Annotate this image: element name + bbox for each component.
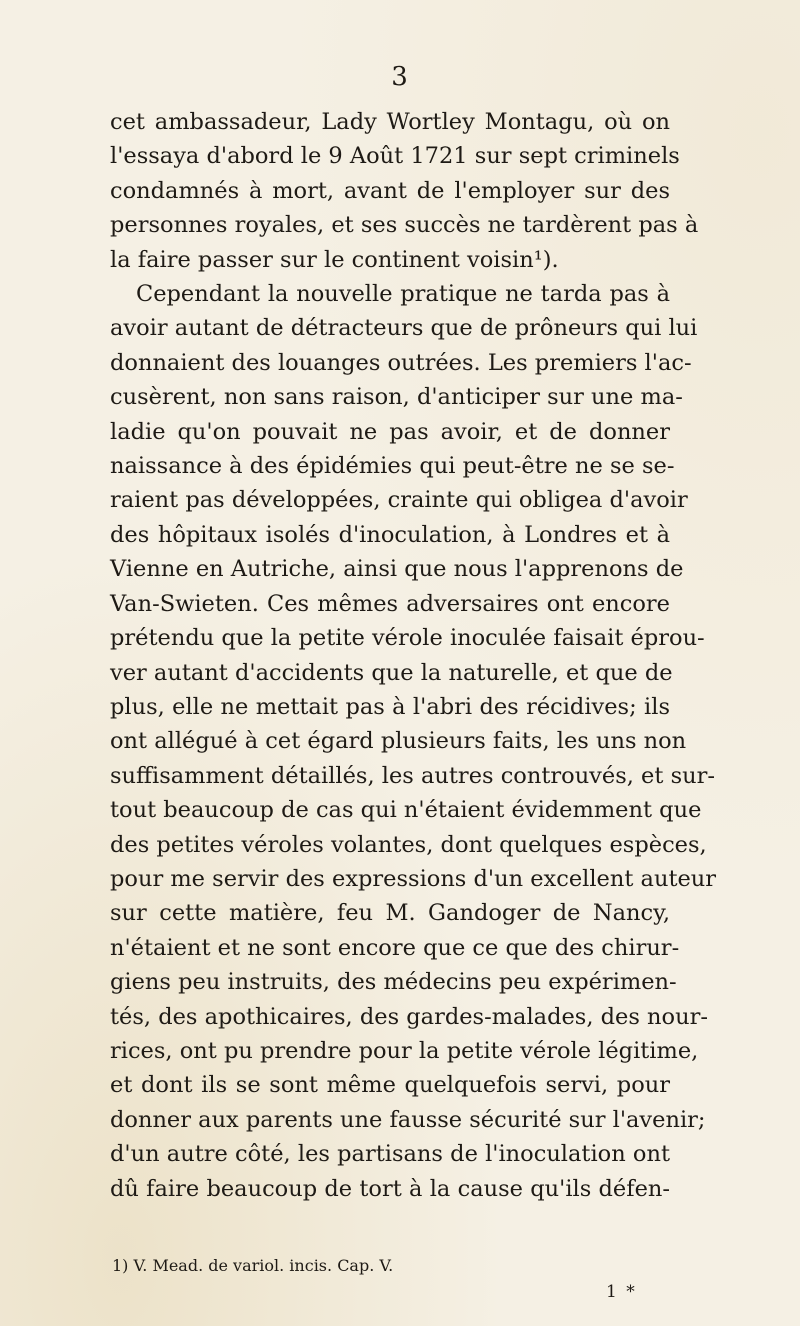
text-line: Vienne en Autriche, ainsi que nous l'apprenons de (110, 556, 684, 583)
text-line: suffisamment détaillés, les autres controuvés, et sur- (110, 762, 715, 789)
body-text (110, 105, 717, 1206)
text-line: sur cette matière, feu M. Gandoger de Nancy, (110, 900, 670, 927)
text-line: ver autant d'accidents que la naturelle, et que de (110, 659, 673, 686)
text-line: des petites véroles volantes, dont quelques espèces, (110, 831, 707, 858)
text-line: avoir autant de détracteurs que de prôneurs qui lui (110, 315, 698, 342)
text-line: n'étaient et ne sont encore que ce que des chirur- (110, 934, 680, 961)
text-line: plus, elle ne mettait pas à l'abri des récidives; ils (110, 693, 670, 720)
text-line: et dont ils se sont même quelquefois servi, pour (110, 1072, 670, 1099)
text-line: naissance à des épidémies qui peut-être ne se se- (110, 453, 675, 480)
text-line: raient pas développées, crainte qui obligea d'avoir (110, 487, 688, 514)
text-line: ont allégué à cet égard plusieurs faits, les uns non (110, 728, 687, 755)
text-line: prétendu que la petite vérole inoculée faisait éprou- (110, 625, 705, 652)
text-line: personnes royales, et ses succès ne tardèrent pas à (110, 212, 699, 239)
text-line: Van-Swieten. Ces mêmes adversaires ont encore (110, 590, 670, 617)
text-line: giens peu instruits, des médecins peu expérimen- (110, 969, 677, 996)
text-line: donner aux parents une fausse sécurité sur l'avenir; (110, 1106, 706, 1133)
text-line: tés, des apothicaires, des gardes-malades, des nour- (110, 1003, 708, 1030)
text-line: la faire passer sur le continent voisin¹). (110, 246, 559, 273)
page-number: 3 (391, 62, 409, 92)
text-line: Cependant la nouvelle pratique ne tarda pas à (136, 281, 670, 308)
text-line: dû faire beaucoup de tort à la cause qu'ils défen- (110, 1175, 670, 1202)
text-line: rices, ont pu prendre pour la petite vérole légitime, (110, 1037, 699, 1064)
footnote: 1) V. Mead. de variol. incis. Cap. V. (112, 1256, 394, 1275)
text-line: donnaient des louanges outrées. Les premiers l'ac- (110, 349, 692, 376)
text-line: cusèrent, non sans raison, d'anticiper sur une ma- (110, 384, 683, 411)
text-line: ladie qu'on pouvait ne pas avoir, et de donner (110, 418, 670, 445)
text-line: cet ambassadeur, Lady Wortley Montagu, où on (110, 109, 670, 135)
text-line: des hôpitaux isolés d'inoculation, à Londres et à (110, 521, 670, 548)
text-line: d'un autre côté, les partisans de l'inoculation ont (110, 1141, 670, 1168)
text-line: condamnés à mort, avant de l'employer sur des (110, 177, 670, 204)
text-line: pour me servir des expressions d'un excellent auteur (110, 865, 717, 892)
text-line: tout beaucoup de cas qui n'étaient évidemment que (110, 797, 702, 824)
signature-mark: 1 * (606, 1282, 637, 1302)
text-line: l'essaya d'abord le 9 Août 1721 sur sept criminels (110, 143, 680, 170)
